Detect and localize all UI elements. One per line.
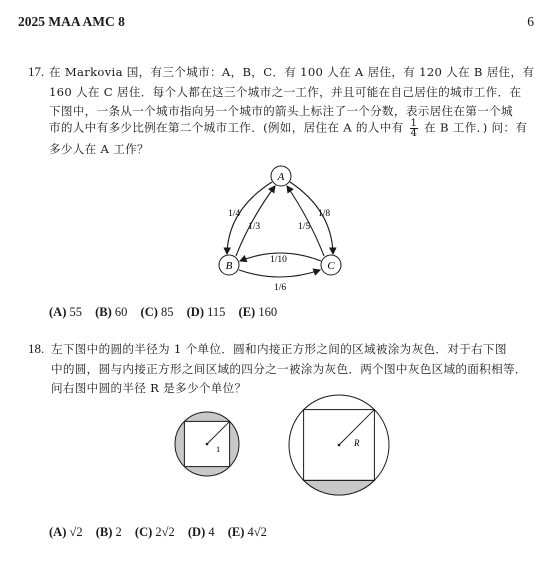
q18-choice-c[interactable]: (C) 2√2 [134, 525, 175, 539]
q18-choice-e[interactable]: (E) 4√2 [227, 525, 267, 539]
q18-answer-choices [49, 525, 277, 540]
edge-b-to-a [236, 186, 275, 256]
edge-c-to-a [287, 186, 324, 256]
page-number: 6 [527, 14, 534, 29]
node-a-label: A [277, 171, 285, 183]
edge-label-c-a: 1/5 [298, 222, 311, 232]
right-radius-label: R [354, 438, 360, 448]
q17-choice-b[interactable]: (B) 60 [95, 305, 128, 319]
q17-choice-d[interactable]: (D) 115 [186, 305, 226, 319]
right-center-dot [338, 444, 341, 447]
q17-choice-a[interactable]: (A) 55 [49, 305, 82, 319]
q18-choice-a[interactable]: (A) √2 [49, 525, 83, 539]
left-center-dot [206, 443, 209, 446]
edge-label-a-c: 1/8 [318, 209, 331, 219]
node-b-label: B [225, 260, 233, 272]
fraction-numerator: 1 [410, 118, 418, 129]
q17-answer-choices [49, 305, 287, 320]
q17-text-line-2: 160 人在 C 居住．每个人都在这三个城市之一工作，并且可能在自己居住的城市工作．在 [49, 85, 522, 99]
fraction-denominator: 4 [410, 128, 418, 139]
q18-text-line-2: 中的圆，圆与内接正方形之间区域的四分之一被涂为灰色．两个图中灰色区域的面积相等． [51, 362, 527, 376]
q17-text-line-3: 下图中，一条从一个城市指向另一个城市的箭头上标注了一个分数，表示居住在第一个城 [49, 104, 513, 118]
edge-b-to-c [239, 270, 320, 277]
q18-text-line-1: 左下图中的圆的半径为 1 个单位．圆和内接正方形之间的区域被涂为灰色．对于右下图 [51, 342, 507, 356]
q17-line4-pre: 市的人中有多少比例在第二个城市工作．(例如，居住在 A 的人中有 [49, 120, 404, 135]
edge-label-c-b: 1/10 [270, 255, 287, 265]
question-number-17: 17. [28, 64, 45, 79]
q18-text-line-3: 问右图中圆的半径 R 是多少个单位？ [51, 381, 247, 395]
q18-choice-b[interactable]: (B) 2 [95, 525, 122, 539]
q17-line4-post: 在 B 工作．) 问：有 [424, 120, 528, 135]
edge-label-b-a: 1/3 [248, 222, 261, 232]
page-header-title: 2025 MAA AMC 8 [18, 14, 125, 29]
q18-choice-d[interactable]: (D) 4 [187, 525, 215, 539]
q17-choice-e[interactable]: (E) 160 [238, 305, 278, 319]
q17-text-line-1: 在 Markovia 国，有三个城市：A，B，C．有 100 人在 A 居住，有 120 人在 B 居住，有 [49, 65, 535, 79]
node-c-label: C [327, 260, 335, 272]
edge-label-b-c: 1/6 [274, 283, 287, 293]
left-radius-label: 1 [216, 444, 221, 454]
right-shaded-segment [304, 480, 375, 495]
edge-label-a-b: 1/4 [228, 209, 241, 219]
q17-choice-c[interactable]: (C) 85 [140, 305, 174, 319]
q17-text-line-5: 多少人在 A 工作？ [49, 142, 149, 156]
question-number-18: 18. [28, 341, 45, 356]
